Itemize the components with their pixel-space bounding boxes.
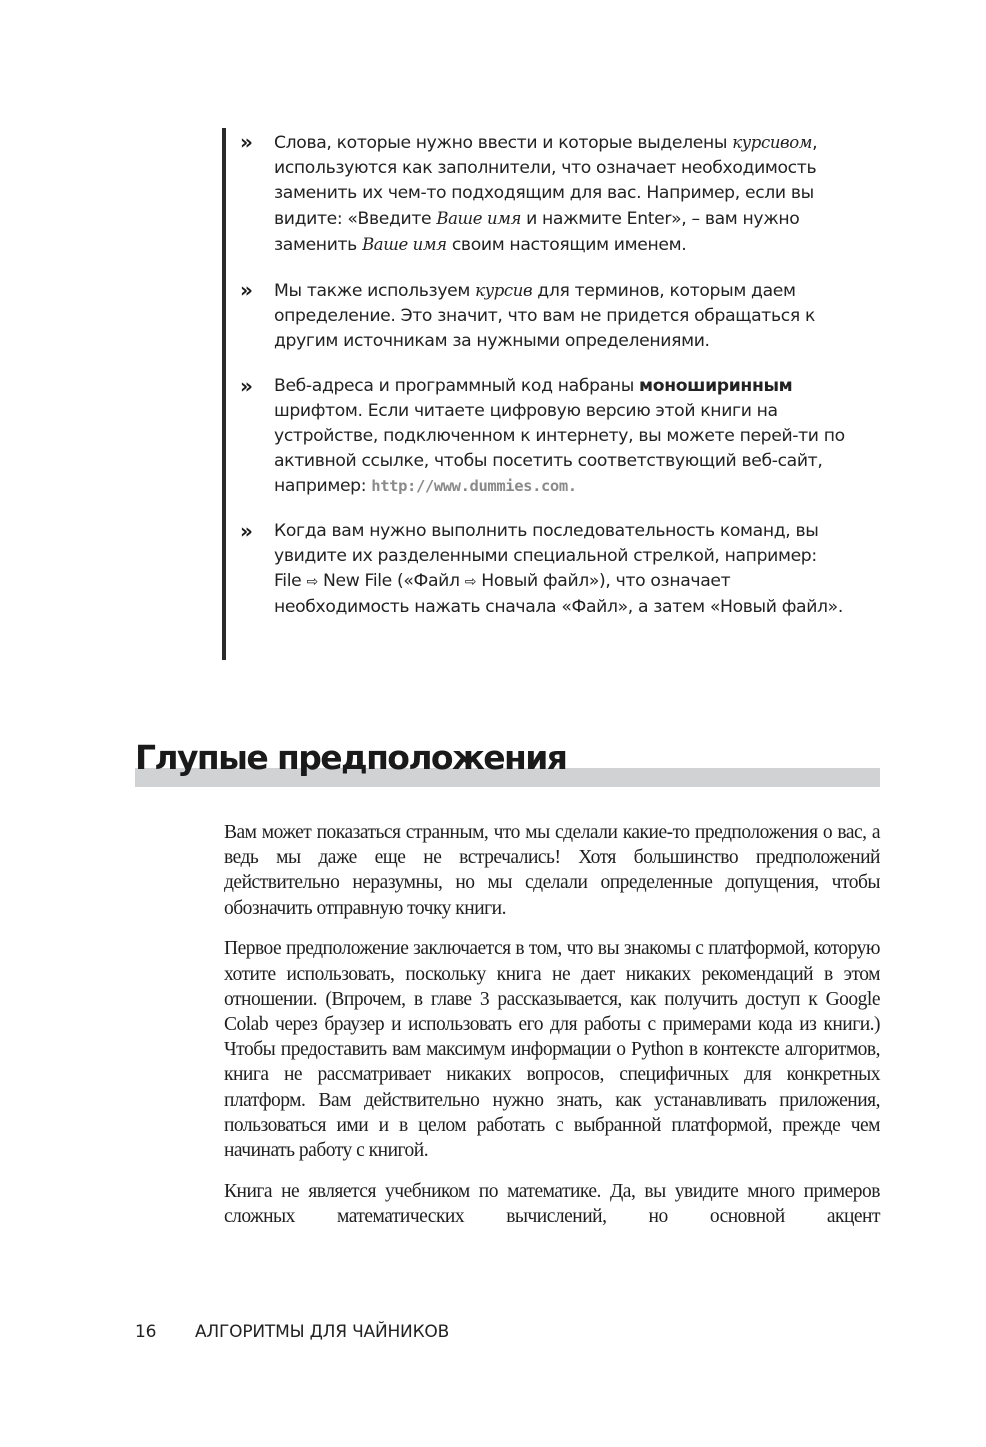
web-link[interactable]: http://www.dummies.com.	[371, 477, 577, 495]
bullet-item	[226, 519, 846, 620]
italic-term: Ваше имя	[436, 209, 521, 228]
page-number: 16	[135, 1322, 157, 1342]
bullet-item	[226, 130, 846, 258]
bullet-text	[274, 376, 845, 496]
paragraph: Вам может показаться странным, что мы сделали какие-то предположения о вас, а ведь мы даже еще не встречались! Хотя большинство предположений действительно неразумны, но мы сделали определенные допущения, чтобы обозначить отправную точку книги.	[224, 822, 880, 919]
conventions-sidebar	[222, 128, 846, 660]
italic-term: курсивом	[732, 133, 813, 152]
section-title: Глупые предположения	[135, 738, 567, 777]
double-chevron-icon: »	[240, 278, 250, 302]
italic-term: Ваше имя	[362, 235, 447, 254]
double-chevron-icon: »	[240, 130, 250, 154]
text-run: , используются как заполнители, что означает необходимость заменить их чем-то подходящим для вас. Например, если вы видите: «Введите	[274, 133, 818, 229]
text-run: Когда вам нужно выполнить последовательность команд, вы увидите их разделенными специальной стрелкой, например: File	[274, 521, 819, 591]
bullet-item	[226, 278, 846, 354]
text-run: своим настоящим именем.	[446, 235, 687, 255]
bullet-text	[274, 133, 817, 255]
double-chevron-icon: »	[240, 519, 250, 543]
bullet-text	[274, 521, 843, 617]
text-run: Веб-адреса и программный код набраны	[274, 376, 640, 396]
menu-arrow-icon: ⇨	[306, 574, 318, 590]
italic-term: курсив	[475, 281, 533, 300]
bullet-item	[226, 374, 846, 499]
running-title: АЛГОРИТМЫ ДЛЯ ЧАЙНИКОВ	[195, 1322, 450, 1342]
paragraph: Книга не является учебником по математике. Да, вы увидите много примеров сложных математических вычислений, но основной акцент	[224, 1180, 880, 1227]
text-run: и нажмите Enter», – вам нужно заменить	[274, 209, 800, 255]
bullet-text	[274, 281, 815, 351]
paragraph: Первое предположение заключается в том, что вы знакомы с платформой, которую хотите использовать, поскольку книга не дает никаких рекомендаций в этом отношении. (Впрочем, в главе 3 рассказывается, как получить доступ к Google Colab через браузер и использовать его для работы с примерами кода из книги.) Чтобы предоставить вам максимум информации о Python в контексте алгоритмов, книга не рассматривает никаких вопросов, специфичных для конкретных платформ. Вам действительно нужно знать, как устанавливать приложения, пользоваться ими и в целом работать с выбранной платформой, прежде чем начинать работу с книгой.	[224, 938, 880, 1161]
text-run: Слова, которые нужно ввести и которые выделены	[274, 133, 733, 153]
double-chevron-icon: »	[240, 374, 250, 398]
text-run: шрифтом. Если читаете цифровую версию этой книги на устройстве, подключенном к интернету, вы можете перей-ти по активной ссылке, чтобы посетить соответствующий веб-сайт, например:	[274, 401, 845, 496]
text-run: Мы также используем	[274, 281, 476, 301]
body-text	[224, 820, 880, 1245]
text-run: Новый файл»), что означает необходимость нажать сначала «Файл», а затем «Новый файл».	[274, 571, 843, 617]
bold-term: моноширинным	[639, 376, 793, 396]
text-run: New File («Файл	[317, 571, 465, 591]
section-heading	[135, 736, 880, 792]
menu-arrow-icon: ⇨	[464, 574, 477, 590]
text-run: для терминов, которым даем определение. Это значит, что вам не придется обращаться к другим источникам за нужными определениями.	[274, 281, 815, 351]
